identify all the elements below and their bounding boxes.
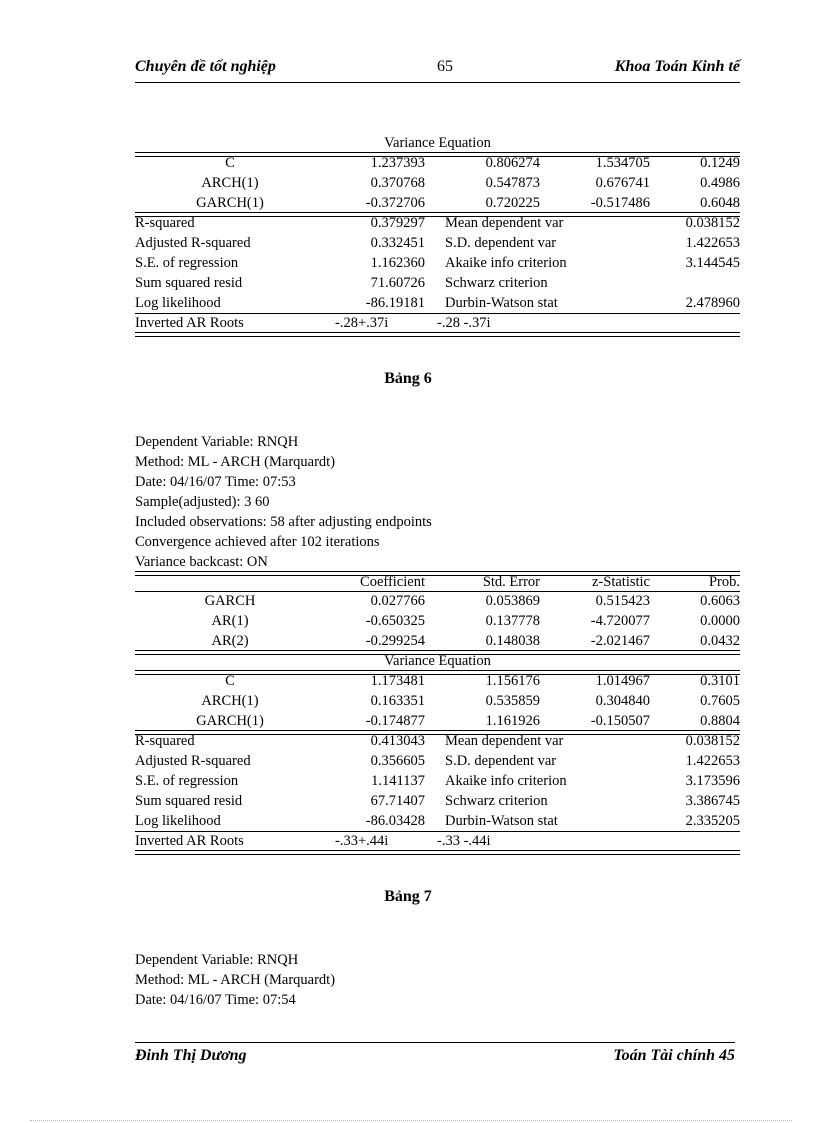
info-line: Sample(adjusted): 3 60 — [135, 494, 270, 510]
header-title: Chuyên đề tốt nghiệp — [135, 58, 276, 75]
stat-value: 0.413043 — [370, 733, 425, 749]
root-value: -.33 -.44i — [437, 833, 491, 849]
cell-z: 0.304840 — [595, 693, 650, 709]
page-header — [135, 58, 740, 83]
cell-prob: 0.4986 — [700, 175, 740, 191]
stat-label: S.D. dependent var — [445, 753, 557, 769]
cell-coef: 1.173481 — [370, 673, 425, 689]
model-info-7 — [135, 950, 740, 1010]
roots-row — [135, 831, 740, 851]
stat-value: 3.144545 — [685, 255, 740, 271]
stat-value: 3.386745 — [685, 793, 740, 809]
roots-row — [135, 313, 740, 333]
cell-se: 0.148038 — [485, 633, 540, 649]
stat-value: 0.038152 — [685, 733, 740, 749]
stats-row — [135, 233, 740, 253]
variance-title-row — [135, 133, 740, 153]
info-line: Date: 04/16/07 Time: 07:53 — [135, 474, 296, 490]
root-value: -.28 -.37i — [437, 315, 491, 331]
cell-prob: 0.0000 — [700, 613, 740, 629]
header-prob: Prob. — [708, 574, 740, 590]
table-row — [135, 711, 740, 731]
stat-value: 1.162360 — [370, 255, 425, 271]
cell-z: -2.021467 — [590, 633, 650, 649]
page-number: 65 — [437, 58, 453, 75]
footer-class: Toán Tài chính 45 — [613, 1047, 735, 1064]
cell-prob: 0.8804 — [700, 713, 740, 729]
cell-prob: 0.6063 — [700, 593, 740, 609]
stat-value: 0.332451 — [370, 235, 425, 251]
stat-value: 0.038152 — [685, 215, 740, 231]
stats-row — [135, 253, 740, 273]
caption-bang-6: Bảng 6 — [384, 370, 432, 387]
stat-label: Adjusted R-squared — [135, 753, 251, 769]
stat-value: -86.03428 — [365, 813, 425, 829]
column-headers — [135, 572, 740, 592]
stat-value: 2.478960 — [685, 295, 740, 311]
stats-row — [135, 791, 740, 811]
cell-se: 0.806274 — [485, 155, 540, 171]
stats-row — [135, 751, 740, 771]
cell-se: 0.535859 — [485, 693, 540, 709]
table-row — [135, 153, 740, 173]
stat-value: 71.60726 — [370, 275, 425, 291]
roots-label: Inverted AR Roots — [135, 315, 244, 331]
stat-label: S.D. dependent var — [445, 235, 557, 251]
cell-coef: -0.299254 — [365, 633, 425, 649]
cell-label: GARCH — [204, 593, 256, 609]
cell-prob: 0.0432 — [700, 633, 740, 649]
stat-label: Durbin-Watson stat — [445, 295, 558, 311]
page-footer — [135, 1042, 735, 1069]
stats-row — [135, 213, 740, 233]
info-line: Convergence achieved after 102 iterations — [135, 534, 380, 550]
stat-value: 2.335205 — [685, 813, 740, 829]
cell-z: -4.720077 — [590, 613, 650, 629]
stat-label: Mean dependent var — [445, 733, 564, 749]
stat-label: Akaike info criterion — [445, 255, 567, 271]
cell-z: 0.676741 — [595, 175, 650, 191]
cell-se: 1.156176 — [485, 673, 540, 689]
cell-label: ARCH(1) — [201, 175, 259, 191]
info-line: Dependent Variable: RNQH — [135, 952, 299, 968]
cell-coef: 0.370768 — [370, 175, 425, 191]
stat-label: Schwarz criterion — [445, 275, 548, 291]
stat-value: 1.422653 — [685, 753, 740, 769]
table-row — [135, 173, 740, 193]
cell-prob: 0.7605 — [700, 693, 740, 709]
cell-coef: 1.237393 — [370, 155, 425, 171]
page-edge-dotted-line — [30, 1120, 792, 1121]
stat-label: Akaike info criterion — [445, 773, 567, 789]
cell-se: 0.547873 — [485, 175, 540, 191]
header-std-error: Std. Error — [482, 574, 540, 590]
variance-title-row — [135, 651, 740, 671]
stat-value: 67.71407 — [370, 793, 425, 809]
cell-label: C — [225, 155, 235, 171]
stat-value: 1.422653 — [685, 235, 740, 251]
stats-row — [135, 273, 740, 293]
root-value: -.33+.44i — [335, 833, 389, 849]
stat-label: R-squared — [135, 733, 195, 749]
cell-se: 1.161926 — [485, 713, 540, 729]
cell-label: ARCH(1) — [201, 693, 259, 709]
model-info-6 — [135, 432, 740, 572]
double-rule — [135, 332, 740, 337]
stat-label: Sum squared resid — [135, 275, 243, 291]
roots-label: Inverted AR Roots — [135, 833, 244, 849]
stat-label: Sum squared resid — [135, 793, 243, 809]
cell-coef: -0.372706 — [365, 195, 425, 211]
info-line: Dependent Variable: RNQH — [135, 434, 299, 450]
stat-label: Durbin-Watson stat — [445, 813, 558, 829]
cell-label: C — [225, 673, 235, 689]
stats-row — [135, 771, 740, 791]
cell-se: 0.720225 — [485, 195, 540, 211]
cell-label: GARCH(1) — [196, 713, 264, 729]
info-line: Method: ML - ARCH (Marquardt) — [135, 454, 336, 470]
cell-coef: 0.027766 — [370, 593, 425, 609]
stat-label: S.E. of regression — [135, 255, 239, 271]
cell-prob: 0.1249 — [700, 155, 740, 171]
cell-se: 0.137778 — [485, 613, 540, 629]
stat-label: S.E. of regression — [135, 773, 239, 789]
stat-value: 1.141137 — [371, 773, 425, 789]
cell-coef: -0.650325 — [365, 613, 425, 629]
header-z-statistic: z-Statistic — [592, 574, 650, 590]
table-row — [135, 611, 740, 631]
cell-coef: 0.163351 — [370, 693, 425, 709]
stat-label: R-squared — [135, 215, 195, 231]
table-row — [135, 631, 740, 651]
stats-row — [135, 293, 740, 313]
cell-z: -0.150507 — [590, 713, 650, 729]
stats-row — [135, 731, 740, 751]
header-department: Khoa Toán Kinh tế — [614, 58, 740, 75]
header-coefficient: Coefficient — [360, 574, 425, 590]
stat-value: -86.19181 — [365, 295, 425, 311]
cell-z: 1.014967 — [595, 673, 650, 689]
caption-bang-7: Bảng 7 — [384, 888, 432, 905]
stat-value: 3.173596 — [685, 773, 740, 789]
cell-label: AR(2) — [211, 633, 249, 649]
double-rule — [135, 850, 740, 855]
stat-value: 0.356605 — [370, 753, 425, 769]
stat-label: Mean dependent var — [445, 215, 564, 231]
cell-label: AR(1) — [211, 613, 249, 629]
info-line: Date: 04/16/07 Time: 07:54 — [135, 992, 296, 1008]
cell-z: 1.534705 — [595, 155, 650, 171]
cell-prob: 0.6048 — [700, 195, 740, 211]
cell-prob: 0.3101 — [700, 673, 740, 689]
info-line: Included observations: 58 after adjusting endpoints — [135, 514, 432, 530]
stat-label: Schwarz criterion — [445, 793, 548, 809]
cell-se: 0.053869 — [485, 593, 540, 609]
stats-row — [135, 811, 740, 831]
variance-title: Variance Equation — [384, 135, 491, 151]
cell-z: 0.515423 — [595, 593, 650, 609]
root-value: -.28+.37i — [335, 315, 389, 331]
table-row — [135, 591, 740, 611]
cell-coef: -0.174877 — [365, 713, 425, 729]
stat-label: Log likelihood — [135, 813, 221, 829]
info-line: Method: ML - ARCH (Marquardt) — [135, 972, 336, 988]
stat-value: 0.379297 — [370, 215, 425, 231]
cell-label: GARCH(1) — [196, 195, 264, 211]
stat-label: Log likelihood — [135, 295, 221, 311]
info-line: Variance backcast: ON — [135, 554, 268, 570]
table-row — [135, 691, 740, 711]
table-row — [135, 193, 740, 213]
footer-author: Đinh Thị Dương — [135, 1047, 247, 1064]
cell-z: -0.517486 — [590, 195, 650, 211]
table-row — [135, 671, 740, 691]
stat-label: Adjusted R-squared — [135, 235, 251, 251]
variance-title: Variance Equation — [384, 653, 491, 669]
